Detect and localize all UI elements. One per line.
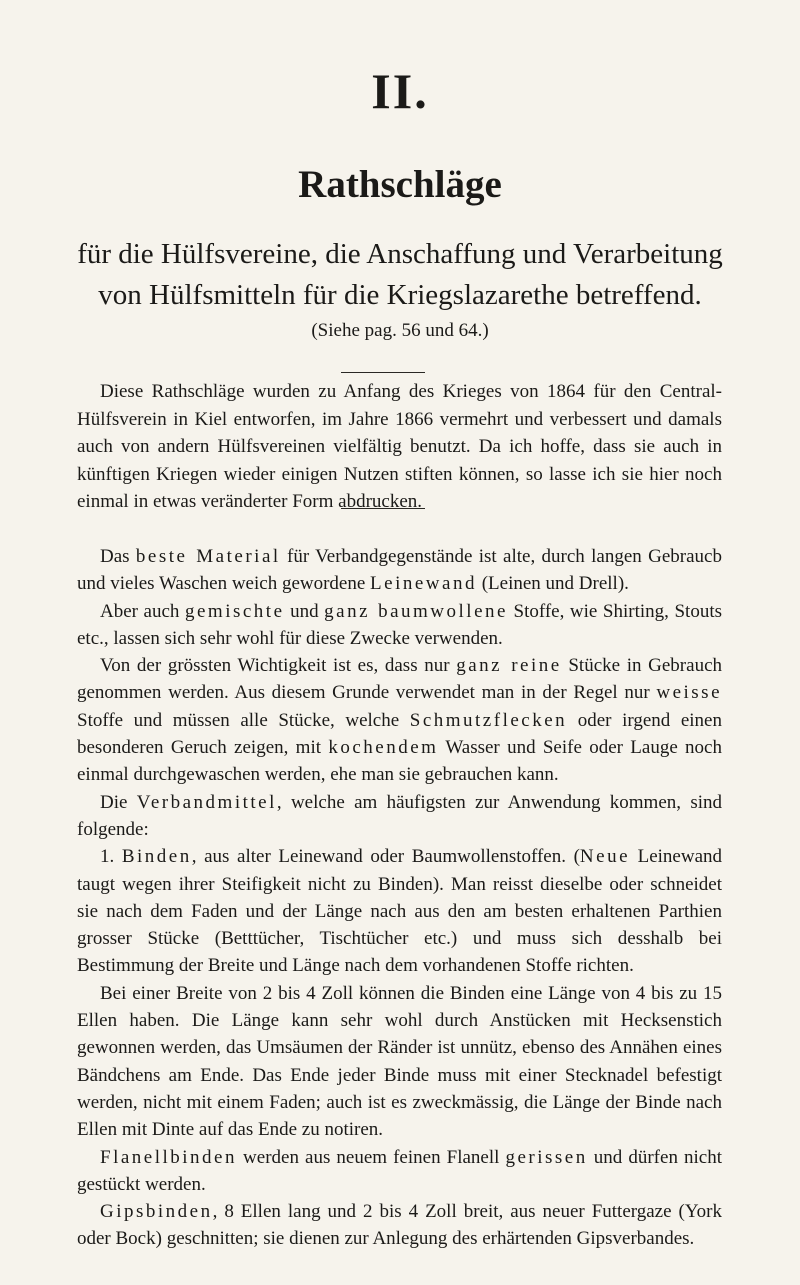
text-run: Stoffe und müssen alle Stücke, welche [77, 709, 410, 731]
paragraph-dressings [77, 789, 722, 844]
text-run: 1. [100, 846, 122, 868]
text-run: Aber auch [100, 600, 185, 622]
text-run: Stücke in Gebrauch genommen werden. Aus diesem Grunde verwendet man in der Regel nur [77, 655, 723, 704]
emphasis-text: kochendem [328, 737, 439, 759]
page-reference: (Siehe pag. 56 und 64.) [311, 320, 489, 341]
text-run: für Verbandgegenstände ist alte, durch langen Gebraucb und vieles Waschen weich gewordene [77, 546, 722, 595]
paragraph-cleanliness [77, 652, 722, 788]
text-run: , welche am häufigsten zur Anwendung kommen, sind folgende: [77, 791, 722, 840]
chapter-numeral: II. [371, 63, 429, 119]
text-run: Das [100, 546, 136, 567]
text-run: oder irgend einen besonderen Geruch zeigen, mit [77, 709, 722, 759]
paragraph-bandage-size: Bei einer Breite von 2 bis 4 Zoll können die Binden eine Länge von 4 bis zu 15 Ellen haben. Die Länge kann sehr wohl durch Anstücken mit Hecksenstich gewonnen werden, das Umsäumen der Ränder ist unnütz, ebenso des Annähen eines Bändchens am Ende. Das Ende jeder Binde muss mit einer Stecknadel befestigt werden, nicht mit einem Faden; auch ist es zweckmässig, die Länge der Binde nach Ellen mit Dinte auf das Ende zu notiren. [77, 982, 722, 1141]
text-run: und [284, 600, 325, 622]
text-run: Von der grössten Wichtigkeit ist es, dass nur [100, 655, 457, 677]
emphasis-text: gemischte [184, 600, 285, 622]
chapter-subtitle [0, 234, 800, 316]
emphasis-text: Verbandmittel [136, 791, 277, 813]
text-run: Leinewand taugt wegen ihrer Steifigkeit nicht zu Binden). Man reisst dieselbe oder schneidet sie nach dem Faden und der Länge nach aus den am besten erhaltenen Parthien grosser Stücke (Betttücher, Tischtücher etc.) und muss sich desshalb bei Bestimmung der Breite und Länge nach dem vorhandenen Stoffe richten. [77, 846, 723, 977]
text-run: , 8 Ellen lang und 2 bis 4 Zoll breit, aus neuer Futtergaze (York oder Bock) geschnitten; sie dienen zur Anlegung des erhärtenden Gipsverbandes. [77, 1201, 722, 1250]
emphasis-text: ganz baumwollene [324, 600, 508, 622]
emphasis-text: gerissen [505, 1146, 588, 1168]
intro-paragraph: Diese Rathschläge wurden zu Anfang des Krieges von 1864 für den Central-Hülfsverein in Kiel entworfen, im Jahre 1866 vermehrt und verbessert und damals auch von andern Hülfsvereinen vielfältig benutzt. Da ich hoffe, dass sie auch in künftigen Kriegen wieder einigen Nutzen stiften können, so lasse ich sie hier noch einmal in etwas veränderter Form abdrucken. [77, 381, 722, 512]
emphasis-text: weisse [656, 682, 722, 704]
emphasis-text: Leinewand [370, 573, 477, 595]
emphasis-text: Neue [579, 846, 631, 868]
emphasis-text: Flanellbinden [100, 1146, 237, 1168]
divider-rule-bottom [341, 508, 425, 509]
paragraph-mixed-fabrics [77, 598, 722, 653]
emphasis-text: Binden [121, 846, 192, 868]
subtitle-line-1: für die Hülfsvereine, die Anschaffung und Verarbeitung [77, 238, 723, 270]
emphasis-text: Schmutzflecken [409, 709, 568, 731]
paragraph-plaster [77, 1198, 722, 1253]
emphasis-text: ganz reine [456, 655, 562, 677]
paragraph-flannel [77, 1144, 722, 1199]
paragraph-material [77, 543, 722, 598]
text-run: Wasser und Seife oder Lauge noch einmal durchgewaschen werden, ehe man sie gebrauchen kann. [77, 737, 722, 786]
emphasis-text: Gipsbinden [100, 1201, 213, 1223]
text-run: (Leinen und Drell). [476, 573, 629, 595]
text-run: Stoffe, wie Shirting, Stouts etc., lassen sich sehr wohl für diese Zwecke verwenden. [77, 600, 722, 649]
emphasis-text: beste Material [135, 546, 281, 567]
text-run: , aus alter Leinewand oder Baumwollenstoffen. ( [191, 846, 580, 868]
divider-rule-top [341, 372, 425, 373]
chapter-title: Rathschläge [298, 163, 502, 206]
main-text [77, 543, 722, 1253]
text-run: und dürfen nicht gestückt werden. [77, 1146, 722, 1195]
text-run: Die [100, 791, 137, 813]
text-run: werden aus neuem feinen Flanell [236, 1146, 506, 1168]
subtitle-line-2: von Hülfsmitteln für die Kriegslazarethe betreffend. [98, 279, 702, 311]
paragraph-bandages [77, 843, 722, 979]
